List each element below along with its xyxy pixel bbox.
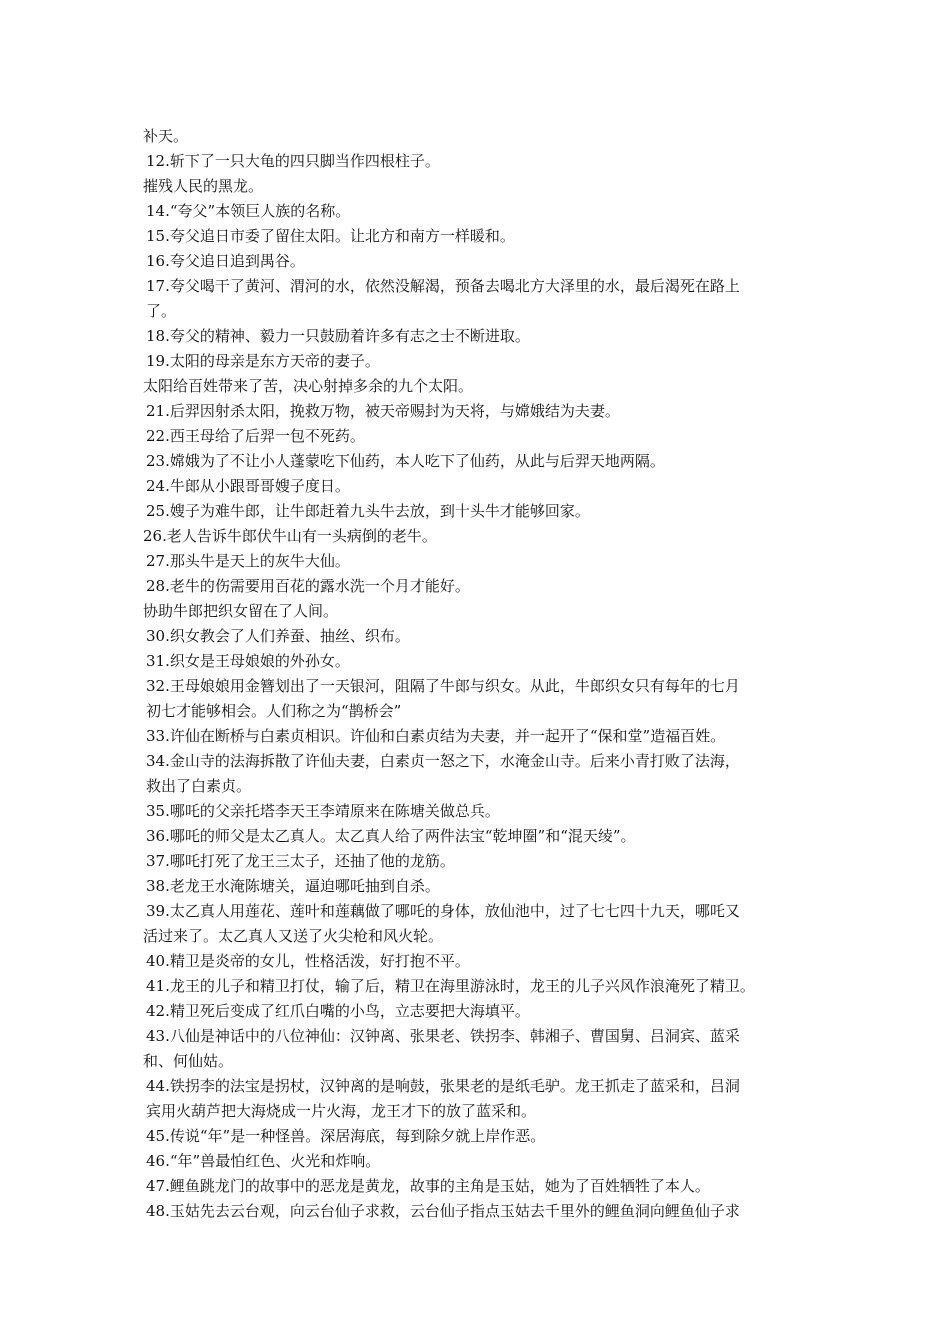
text-line: 36.哪吒的师父是太乙真人。太乙真人给了两件法宝“乾坤圈”和“混天绫”。 <box>146 827 636 845</box>
text-line: 摧残人民的黑龙。 <box>143 177 264 195</box>
text-line: 30.织女教会了人们养蚕、抽丝、织布。 <box>146 627 410 645</box>
text-line: 协助牛郎把织女留在了人间。 <box>143 602 339 620</box>
text-line: 23.嫦娥为了不让小人蓬蒙吃下仙药，本人吃下了仙药，从此与后羿天地两隔。 <box>146 452 665 470</box>
text-line: 47.鲤鱼跳龙门的故事中的恶龙是黄龙，故事的主角是玉姑，她为了百姓牺牲了本人。 <box>146 1177 710 1195</box>
text-line: 28.老牛的伤需要用百花的露水洗一个月才能好。 <box>146 577 470 595</box>
text-line: 和、何仙姑。 <box>143 1052 234 1070</box>
text-line: 补天。 <box>143 127 189 145</box>
text-line: 46.“年”兽最怕红色、火光和炸响。 <box>146 1152 381 1170</box>
text-line: 31.织女是王母娘娘的外孙女。 <box>146 652 350 670</box>
text-line: 15.夸父追日市委了留住太阳。让北方和南方一样暖和。 <box>146 227 515 245</box>
text-line: 42.精卫死后变成了红爪白嘴的小鸟，立志要把大海填平。 <box>146 1002 530 1020</box>
text-line: 39.太乙真人用莲花、莲叶和莲藕做了哪吒的身体，放仙池中，过了七七四十九天，哪吒又 <box>146 902 740 920</box>
text-line: 16.夸父追日追到禺谷。 <box>146 252 305 270</box>
text-line: 救出了白素贞。 <box>146 777 252 795</box>
text-line: 40.精卫是炎帝的女儿，性格活泼，好打抱不平。 <box>146 952 470 970</box>
text-line: 19.太阳的母亲是东方天帝的妻子。 <box>146 352 380 370</box>
text-line: 了。 <box>146 302 177 320</box>
text-line: 22.西王母给了后羿一包不死药。 <box>146 427 365 445</box>
text-line: 活过来了。太乙真人又送了火尖枪和风火轮。 <box>143 927 444 945</box>
text-line: 14.“夸父”本领巨人族的名称。 <box>146 202 351 220</box>
text-line: 太阳给百姓带来了苦，决心射掉多余的九个太阳。 <box>143 377 474 395</box>
text-line: 21.后羿因射杀太阳，挽救万物，被天帝赐封为天将，与嫦娥结为夫妻。 <box>146 402 620 420</box>
document-body <box>143 124 833 1224</box>
text-line: 35.哪吒的父亲托塔李天王李靖原来在陈塘关做总兵。 <box>146 802 500 820</box>
text-line: 37.哪吒打死了龙王三太子，还抽了他的龙筋。 <box>146 852 455 870</box>
text-line: 27.那头牛是天上的灰牛大仙。 <box>146 552 350 570</box>
text-line: 17.夸父喝干了黄河、渭河的水，依然没解渴，预备去喝北方大泽里的水，最后渴死在路上 <box>146 277 740 295</box>
text-line: 43.八仙是神话中的八位神仙：汉钟离、张果老、铁拐李、韩湘子、曹国舅、吕洞宾、蓝采 <box>146 1027 740 1045</box>
text-line: 26.老人告诉牛郎伏牛山有一头病倒的老牛。 <box>143 527 437 545</box>
text-line: 33.许仙在断桥与白素贞相识。许仙和白素贞结为夫妻，并一起开了“保和堂”造福百姓。 <box>146 727 726 745</box>
text-line: 38.老龙王水淹陈塘关，逼迫哪吒抽到自杀。 <box>146 877 440 895</box>
text-line: 24.牛郎从小跟哥哥嫂子度日。 <box>146 477 350 495</box>
text-line: 25.嫂子为难牛郎，让牛郎赶着九头牛去放，到十头牛才能够回家。 <box>146 502 590 520</box>
text-line: 45.传说“年”是一种怪兽。深居海底，每到除夕就上岸作恶。 <box>146 1127 546 1145</box>
text-line: 48.玉姑先去云台观，向云台仙子求救，云台仙子指点玉姑去千里外的鲤鱼洞向鲤鱼仙子求 <box>146 1202 740 1220</box>
text-line: 44.铁拐李的法宝是拐杖，汉钟离的是响鼓，张果老的是纸毛驴。龙王抓走了蓝采和，吕洞 <box>146 1077 740 1095</box>
text-line: 初七才能够相会。人们称之为“鹊桥会” <box>146 702 402 720</box>
text-line: 41.龙王的儿子和精卫打仗，输了后，精卫在海里游泳时，龙王的儿子兴风作浪淹死了精卫。 <box>146 977 755 995</box>
text-line: 34.金山寺的法海拆散了许仙夫妻，白素贞一怒之下，水淹金山寺。后来小青打败了法海， <box>146 752 740 770</box>
text-line: 18.夸父的精神、毅力一只鼓励着许多有志之士不断进取。 <box>146 327 530 345</box>
text-line: 32.王母娘娘用金簪划出了一天银河，阻隔了牛郎与织女。从此，牛郎织女只有每年的七月 <box>146 677 740 695</box>
text-line: 12.斩下了一只大龟的四只脚当作四根柱子。 <box>146 152 440 170</box>
text-line: 宾用火葫芦把大海烧成一片火海，龙王才下的放了蓝采和。 <box>146 1102 537 1120</box>
